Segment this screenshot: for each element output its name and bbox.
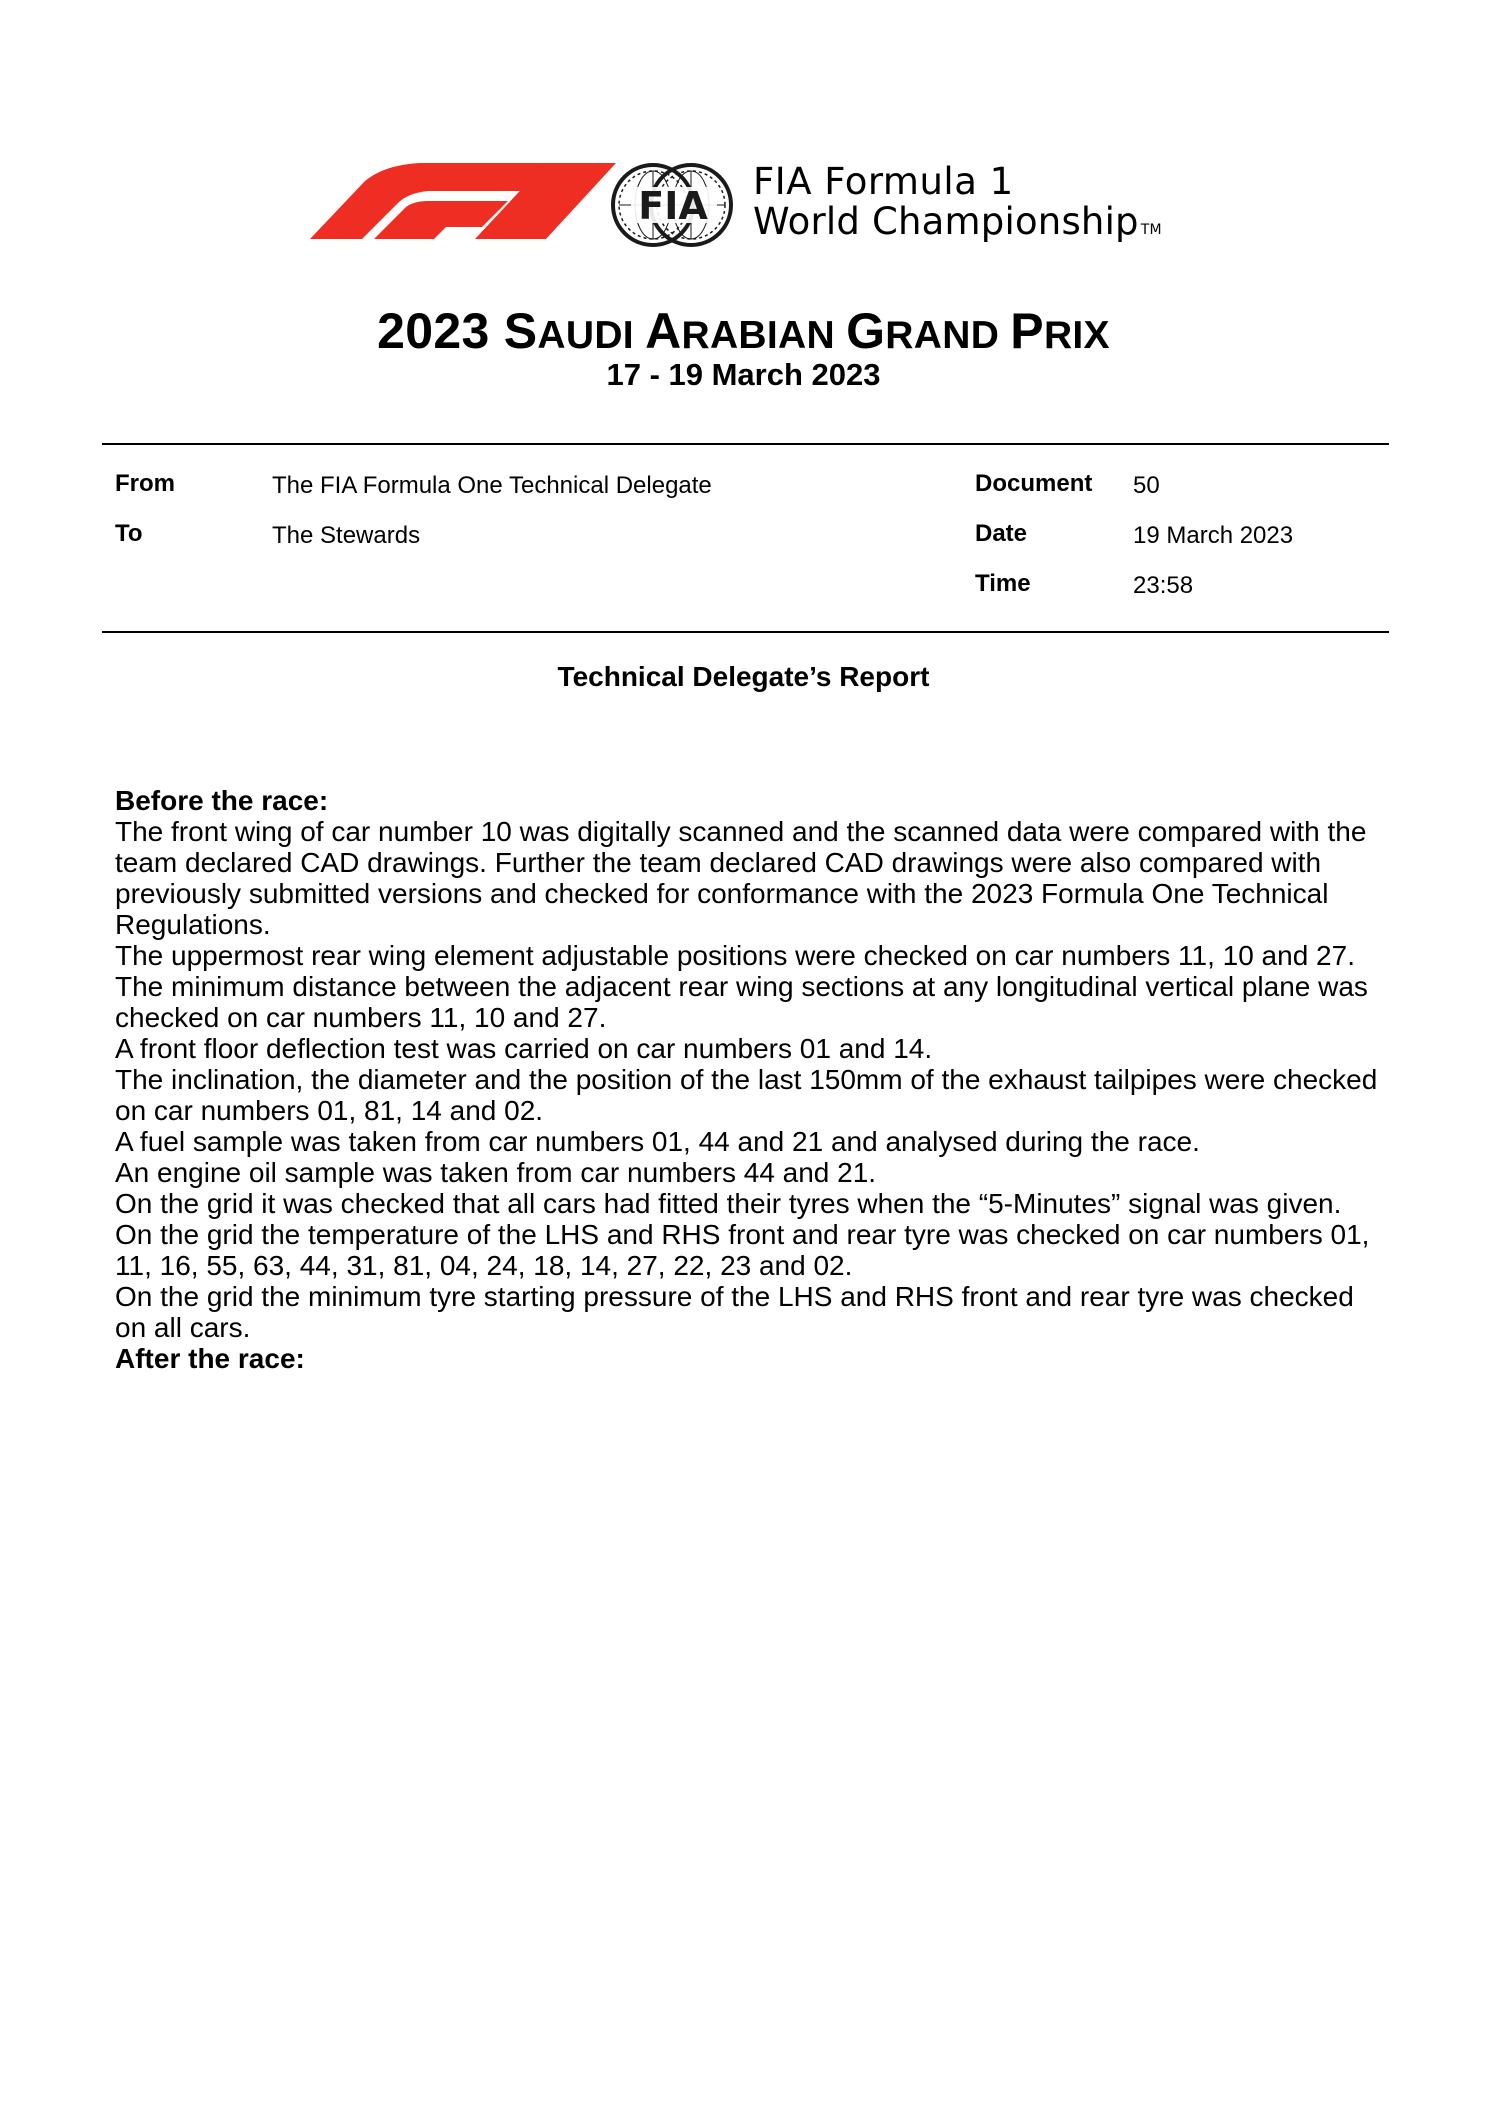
paragraph: The uppermost rear wing element adjustable positions were checked on car numbers 11, 10 and 27.: [115, 940, 1355, 971]
top-divider: [102, 443, 1389, 445]
paragraph: An engine oil sample was taken from car numbers 44 and 21.: [115, 1157, 877, 1188]
report-body: [115, 785, 1385, 1374]
paragraph: A fuel sample was taken from car numbers 01, 44 and 21 and analysed during the race.: [115, 1126, 1200, 1157]
trademark: TM: [1140, 222, 1162, 238]
f1-mark-icon: [310, 163, 616, 239]
paragraph: The front wing of car number 10 was digitally scanned and the scanned data were compared with the team declared CAD drawings. Further the team declared CAD drawings were also compared with previously submitted versions and checked for conformance with the 2023 Formula One Technical Regulations.: [115, 816, 1367, 940]
before-race-heading: Before the race:: [115, 785, 329, 816]
from-label: From: [115, 470, 175, 497]
fia-seal-icon: [613, 165, 731, 245]
paragraph: The minimum distance between the adjacent rear wing sections at any longitudinal vertical plane was checked on car numbers 11, 10 and 27.: [115, 971, 1368, 1033]
logo-line-2: World Championship TM: [753, 200, 1162, 243]
paragraph: A front floor deflection test was carried on car numbers 01 and 14.: [115, 1033, 933, 1064]
date-label: Date: [975, 520, 1028, 547]
to-label: To: [115, 520, 143, 547]
paragraph: On the grid the temperature of the LHS and RHS front and rear tyre was checked on car numbers 01, 11, 16, 55, 63, 44, 31, 81, 04, 24, 18, 14, 27, 22, 23 and 02.: [115, 1219, 1370, 1281]
paragraph: On the grid the minimum tyre starting pressure of the LHS and RHS front and rear tyre was checked on all cars.: [115, 1281, 1354, 1343]
paragraph: The inclination, the diameter and the position of the last 150mm of the exhaust tailpipes were checked on car numbers 01, 81, 14 and 02.: [115, 1064, 1378, 1126]
date-value: 19 March 2023: [1133, 522, 1294, 549]
time-value: 23:58: [1133, 572, 1194, 599]
document-value: 50: [1133, 472, 1160, 499]
document-label: Document: [975, 470, 1093, 497]
to-value: The Stewards: [272, 522, 421, 549]
logo-line-1: FIA Formula 1: [753, 160, 1014, 203]
after-race-heading: After the race:: [115, 1343, 305, 1374]
event-dates: 17 - 19 March 2023: [606, 357, 881, 392]
paragraph: On the grid it was checked that all cars had fitted their tyres when the “5-Minutes” signal was given.: [115, 1188, 1342, 1219]
time-label: Time: [975, 570, 1031, 597]
bottom-divider: [102, 631, 1389, 633]
logo-wordmark: [753, 160, 1162, 243]
report-title: Technical Delegate’s Report: [557, 661, 930, 692]
svg-text:FIA: FIA: [638, 184, 708, 228]
page-title: 2023 SAUDI ARABIAN GRAND PRIX: [377, 303, 1110, 359]
from-value: The FIA Formula One Technical Delegate: [272, 472, 712, 499]
